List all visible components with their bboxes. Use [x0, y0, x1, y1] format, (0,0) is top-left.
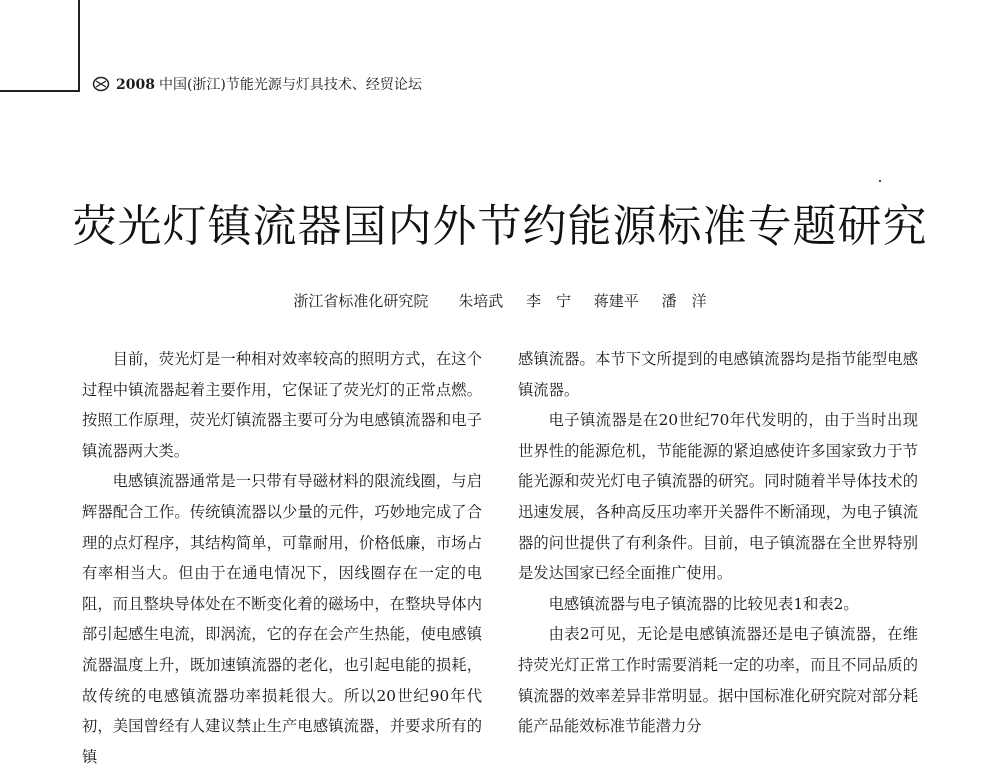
- paragraph: 由表2可见，无论是电感镇流器还是电子镇流器，在维持荧光灯正常工作时需要消耗一定的功率，而且不同品质的镇流器的效率差异非常明显。据中国标准化研究院对部分耗能产品能效标准节能潜力分: [518, 625, 918, 736]
- author-name: 朱培武: [458, 292, 504, 310]
- paragraph: 目前，荧光灯是一种相对效率较高的照明方式，在这个过程中镇流器起着主要作用，它保证了荧光灯的正常点燃。按照工作原理，荧光灯镇流器主要可分为电感镇流器和电子镇流器两大类。: [82, 350, 482, 460]
- crop-mark-vertical: [78, 0, 80, 92]
- paragraph: 电子镇流器是在20世纪70年代发明的，由于当时出现世界性的能源危机，节能能源的紧迫感使许多国家致力于节能光源和荧光灯电子镇流器的研究。同时随着半导体技术的迅速发展，各种高反压功率开关器件不断涌现，为电子镇流器的问世提供了有利条件。目前，电子镇流器在全世界特别是发达国家已经全面推广使用。: [518, 411, 918, 583]
- author-name: 潘 洋: [661, 292, 707, 310]
- paragraph: 电感镇流器与电子镇流器的比较见表1和表2。: [548, 594, 859, 613]
- forum-logo-icon: [92, 76, 110, 92]
- left-column: [82, 344, 482, 772]
- paragraph: 电感镇流器通常是一只带有导磁材料的限流线圈，与启辉器配合工作。传统镇流器以少量的元件，巧妙地完成了合理的点灯程序，其结构简单，可靠耐用，价格低廉，市场占有率相当大。但由于在通电情况下，因线圈存在一定的电阻，而且整块导体处在不断变化着的磁场中，在整块导体内部引起感生电流，即涡流，它的存在会产生热能，使电感镇流器温度上升，既加速镇流器的老化，也引起电能的损耗，故传统的电感镇流器功率损耗很大。所以20世纪90年代初，美国曾经有人建议禁止生产电感镇流器，并要求所有的镇: [82, 472, 482, 766]
- author-name: 蒋建平: [593, 292, 639, 310]
- running-header: [92, 74, 422, 96]
- affiliation: 浙江省标准化研究院: [293, 292, 429, 310]
- crop-mark-horizontal: [0, 90, 80, 92]
- paragraph-continued: 感镇流器。本节下文所提到的电感镇流器均是指节能型电感镇流器。: [518, 350, 918, 399]
- author-name: 李 宁: [525, 292, 571, 310]
- paper-title: 荧光灯镇流器国内外节约能源标准专题研究: [72, 201, 928, 252]
- header-year: 2008: [116, 77, 155, 93]
- scan-speck: [879, 180, 881, 182]
- right-column: [518, 344, 918, 742]
- author-line: [0, 290, 1000, 312]
- header-title: 中国(浙江)节能光源与灯具技术、经贸论坛: [158, 77, 422, 93]
